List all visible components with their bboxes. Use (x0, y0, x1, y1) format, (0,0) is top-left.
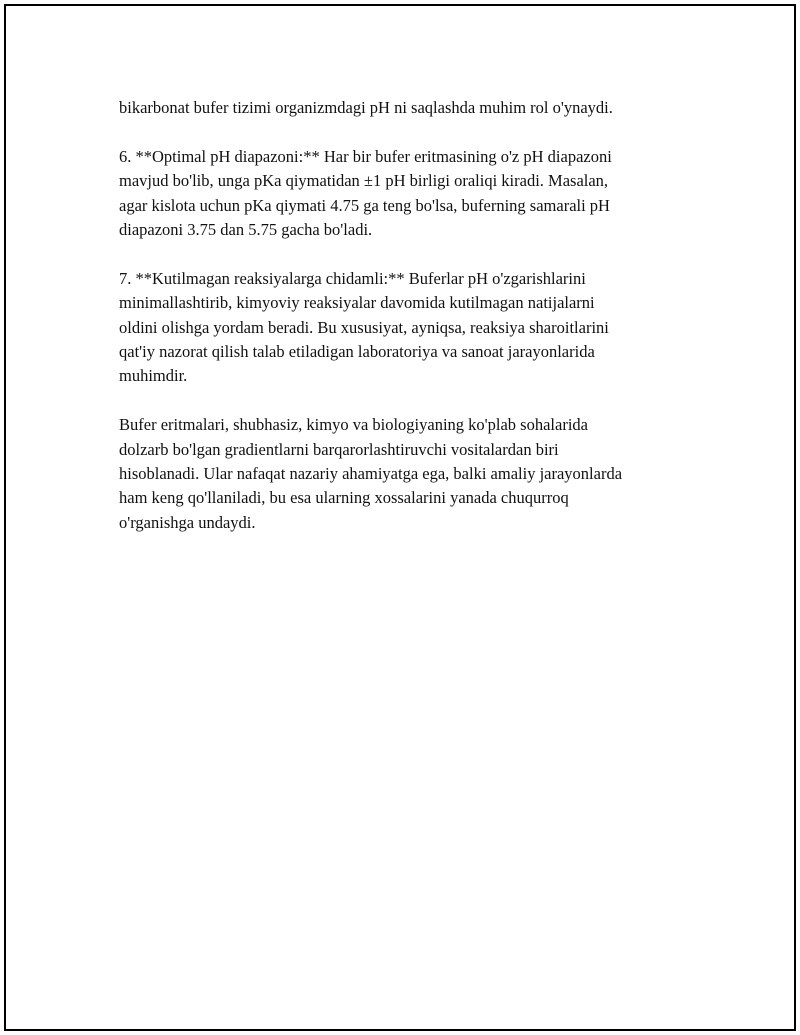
text-line: dolzarb bo'lgan gradientlarni barqarorlashtiruvchi vositalardan biri (119, 439, 559, 459)
paragraph-conclusion (119, 413, 694, 535)
paragraph-bicarbonate-continuation (119, 96, 694, 120)
text-line: qat'iy nazorat qilish talab etiladigan laboratoriya va sanoat jarayonlarida (119, 342, 595, 362)
text-line: mavjud bo'lib, unga pKa qiymatidan ±1 pH birligi oraliqi kiradi. Masalan, (119, 171, 609, 191)
text-line: hisoblanadi. Ular nafaqat nazariy ahamiyatga ega, balki amaliy jarayonlarda (119, 464, 623, 484)
text-line: 6. **Optimal pH diapazoni:** Har bir bufer eritmasining o'z pH diapazoni (119, 146, 612, 166)
text-line: minimallashtirib, kimyoviy reaksiyalar davomida kutilmagan natijalarni (119, 293, 595, 313)
document-body (119, 96, 694, 560)
document-page (4, 4, 796, 1031)
text-line: bikarbonat bufer tizimi organizmdagi pH ni saqlashda muhim rol o'ynaydi. (119, 98, 613, 117)
text-line: ham keng qo'llaniladi, bu esa ularning xossalarini yanada chuqurroq (119, 488, 569, 508)
text-line: muhimdir. (119, 366, 188, 386)
paragraph-unexpected-reactions (119, 267, 694, 389)
text-line: oldini olishga yordam beradi. Bu xususiyat, ayniqsa, reaksiya sharoitlarini (119, 317, 609, 337)
text-line: Bufer eritmalari, shubhasiz, kimyo va biologiyaning ko'plab sohalarida (119, 415, 588, 435)
text-line: diapazoni 3.75 dan 5.75 gacha bo'ladi. (119, 220, 373, 240)
text-line: o'rganishga undaydi. (119, 512, 256, 532)
paragraph-optimal-ph-range (119, 145, 694, 243)
text-line: agar kislota uchun pKa qiymati 4.75 ga teng bo'lsa, buferning samarali pH (119, 195, 610, 215)
text-line: 7. **Kutilmagan reaksiyalarga chidamli:** Buferlar pH o'zgarishlarini (119, 268, 586, 288)
